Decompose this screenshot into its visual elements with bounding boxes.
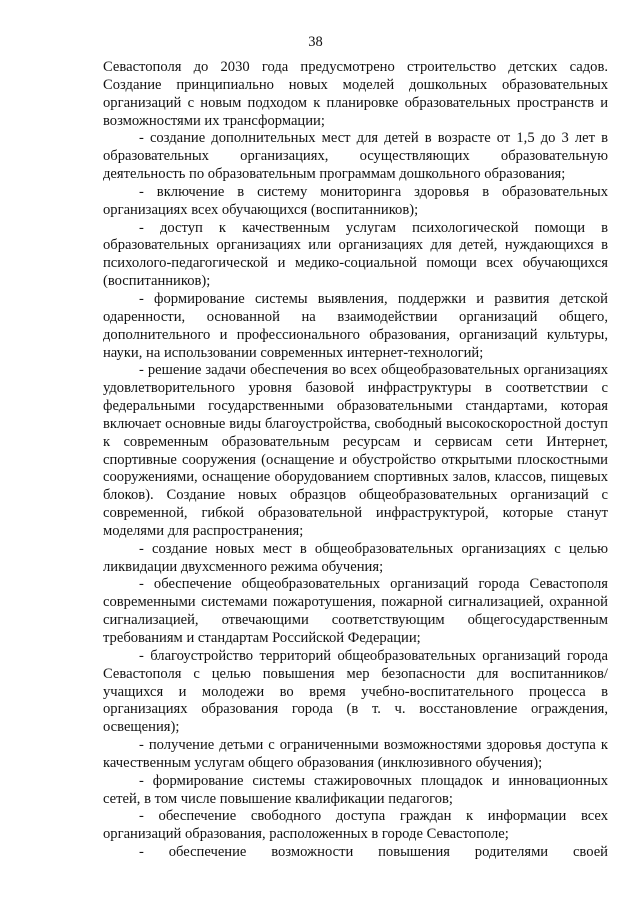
list-item: - получение детьми с ограниченными возможностями здоровья доступа к качественным услугам общего образования (инклюзивного обучения); bbox=[103, 737, 608, 771]
list-item: - решение задачи обеспечения во всех общеобразовательных организациях удовлетворительного уровня базовой инфраструктуры в соответствии с федеральными государственными образовательными стандартами, которая включает основные виды благоустройства, свободный высокоскоростной доступ к современным образовательным ресурсам и сервисам сети Интернет, спортивные сооружения (оснащение и обустройство открытыми плоскостными сооружениями, оснащение оборудованием спортивных залов, классов, пищевых блоков). Создание новых образцов общеобразовательных организаций с современной, гибкой образовательной инфраструктурой, которые станут моделями для распространения; bbox=[103, 362, 608, 539]
list-item: - благоустройство территорий общеобразовательных организаций города Севастополя с целью повышения мер безопасности для воспитанников/учащихся и молодежи во время учебно-воспитательного процесса в организациях образования города (в т. ч. восстановление ограждения, освещения); bbox=[103, 647, 608, 736]
list-item: - обеспечение общеобразовательных организаций города Севастополя современными системами пожаротушения, пожарной сигнализацией, охранной сигнализацией, отвечающими соответствующим общегосударственным требованиям и стандартам Российской Федерации; bbox=[103, 576, 608, 646]
list-item: - доступ к качественным услугам психологической помощи в образовательных организациях или организациях для детей, нуждающихся в психолого-педагогической и медико-социальной помощи всех обучающихся (воспитанников); bbox=[103, 219, 608, 290]
page-number: 38 bbox=[308, 34, 323, 50]
list-item: - обеспечение возможности повышения родителями своей bbox=[139, 844, 608, 861]
list-item: - формирование системы выявления, поддержки и развития детской одаренности, основанной на взаимодействии организаций общего, дополнительного и профессионального образования, организаций культуры, науки, на использовании современных интернет-технологий; bbox=[103, 290, 608, 361]
document-body bbox=[103, 59, 608, 862]
list-item: - формирование системы стажировочных площадок и инновационных сетей, в том числе повышение квалификации педагогов; bbox=[103, 772, 608, 807]
list-item: - создание новых мест в общеобразовательных организациях с целью ликвидации двухсменного режима обучения; bbox=[103, 540, 608, 575]
paragraph-continuation: Севастополя до 2030 года предусмотрено строительство детских садов. Создание принципиально новых моделей дошкольных образовательных организаций с новым подходом к планировке образовательных пространств и возможностями их трансформации; bbox=[103, 59, 608, 129]
list-item: - создание дополнительных мест для детей в возрасте от 1,5 до 3 лет в образовательных организациях, осуществляющих образовательную деятельность по образовательным программам дошкольного образования; bbox=[103, 130, 608, 183]
list-item: - обеспечение свободного доступа граждан к информации всех организаций образования, расположенных в городе Севастополе; bbox=[103, 808, 608, 843]
list-item: - включение в систему мониторинга здоровья в образовательных организациях всех обучающихся (воспитанников); bbox=[103, 183, 608, 218]
